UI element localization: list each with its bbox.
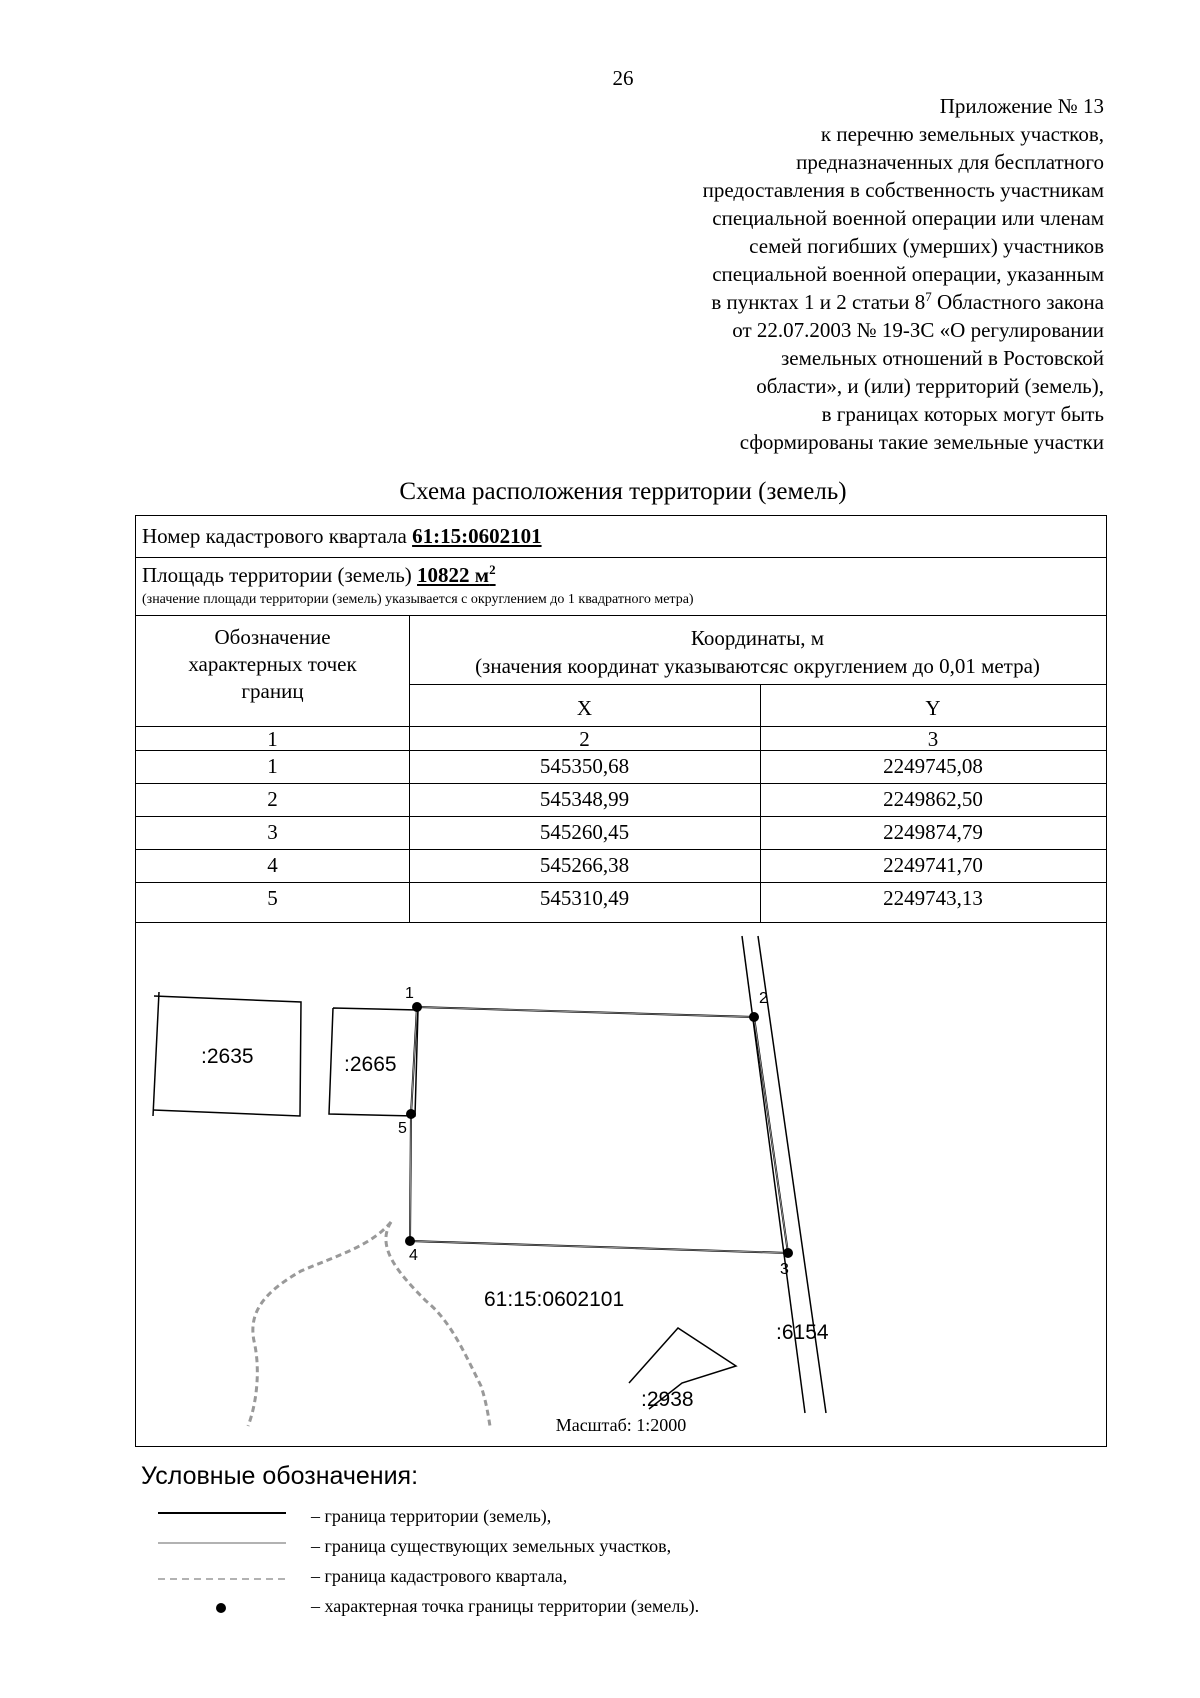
boundary-point-1 [412,1002,422,1012]
point-label-3: 3 [780,1261,789,1278]
appendix-header [564,92,1104,456]
scheme-table: Номер кадастрового квартала 61:15:0602101 Площадь территории (земель) 10822 $м^2$ (значение площади территории (земель) указывается с округлением до 1 квадратного метра) Обозначение характерных точек границ Координаты, м (значения координат указываютсяс округлением до 0,01 метра) X Y 1 2 3 1 545350,68 2249745,08 2 545348,99 2249862,50 3 545260,45 2249874,79 4 545266,38 2249741,70 5 545310,49 2249743,13 1 2 3 4 5 :2635 :2665 :2938 :6154 61:15:0602101 Масштаб: 1:2000 [135,515,1107,1447]
parcel-label-6154: :6154 [776,1321,829,1344]
appendix-line: в границах которых могут быть [821,402,1104,426]
quarter-label: 61:15:0602101 [484,1288,625,1311]
site-plan-map [136,926,1106,1446]
point-label-5: 5 [398,1120,407,1137]
quarter-boundary-symbol [156,1570,286,1584]
appendix-line: предоставления в собственность участникам [702,178,1104,202]
appendix-line: земельных отношений в Ростовской [780,346,1104,370]
appendix-line: к перечню земельных участков, [820,122,1104,146]
points-header: Обозначение характерных точек границ [188,625,357,703]
point-label-2: 2 [759,990,768,1007]
parcel-label-2665: :2665 [344,1053,397,1076]
appendix-line: области», и (или) территорий (земель), [756,374,1104,398]
boundary-point-4 [405,1236,415,1246]
area-value: Площадь территории (земель) 10822 $м^2$ [142,562,496,587]
col-number: 1 [267,727,278,751]
y-header: Y [925,696,941,720]
parcel-label-2938: :2938 [641,1388,694,1411]
boundary-point-2 [749,1012,759,1022]
point-label-4: 4 [409,1247,418,1264]
map-scale: Масштаб: 1:2000 [555,1415,687,1435]
appendix-line: предназначенных для бесплатного [796,150,1104,174]
appendix-line: специальной военной операции или членам [712,206,1104,230]
parcel-label-2635: :2635 [201,1045,254,1068]
area-note: (значение площади территории (земель) указывается с округлением до 1 квадратного метра) [142,592,694,607]
page-number: 26 [612,66,634,90]
scheme-title: Схема расположения территории (земель) [399,478,847,505]
appendix-line: семей погибших (умерших) участников [749,234,1104,258]
coords-note: (значения координат указываютсяс округлением до 0,01 метра) [475,654,1040,678]
cadastral-number: Номер кадастрового квартала 61:15:0602101 [142,524,542,548]
appendix-line: специальной военной операции, указанным [712,262,1104,286]
x-header: X [576,696,593,720]
coords-header: Координаты, м [690,626,825,650]
appendix-line: в пунктах 1 и 2 статьи $8^7$ Областного закона [711,289,1104,314]
point-label-1: 1 [405,985,414,1002]
territory-boundary-symbol [156,1510,286,1520]
appendix-line: от 22.07.2003 № 19-ЗС «О регулировании [732,318,1104,342]
appendix-line: сформированы такие земельные участки [739,430,1104,454]
quarter-boundary [248,1222,490,1426]
territory-boundary [410,1007,788,1253]
appendix-line: Приложение № 13 [939,94,1104,118]
col-number: 2 [579,727,590,751]
col-number: 3 [927,727,939,751]
existing-parcel-boundary-symbol [156,1540,286,1550]
boundary-point-3 [783,1248,793,1258]
boundary-point-symbol [156,1600,286,1614]
boundary-point-5 [406,1109,416,1119]
boundary-points [405,1002,793,1258]
legend-title: Условные обозначения: [141,1462,419,1490]
